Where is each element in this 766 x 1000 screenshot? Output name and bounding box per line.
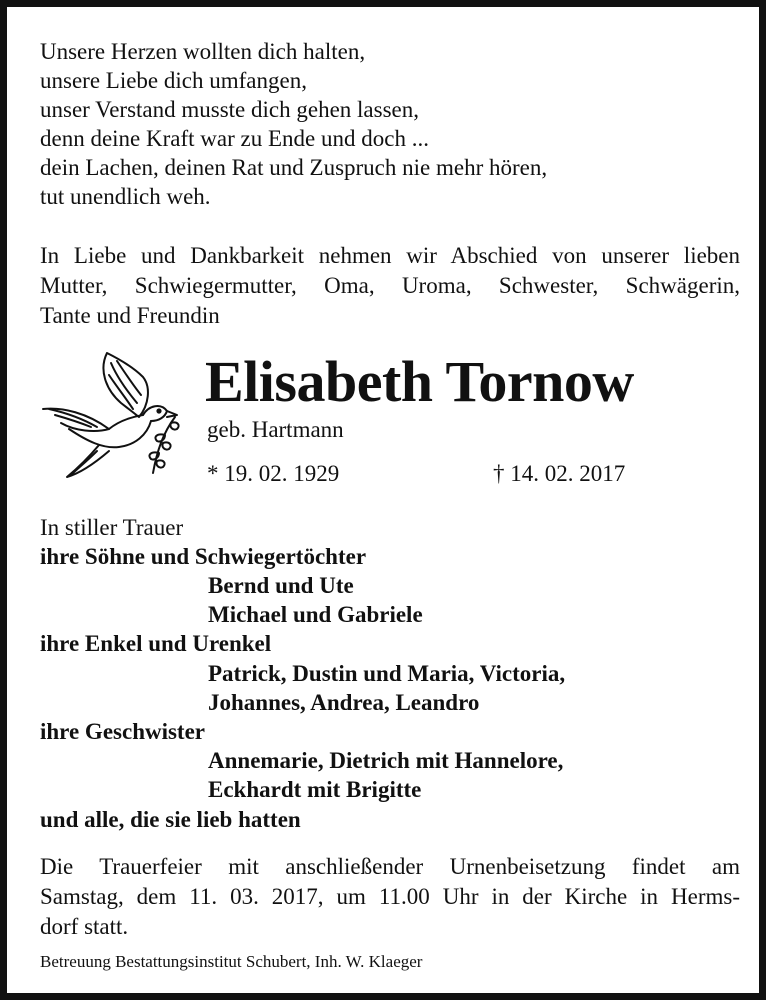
mourner-group-label: ihre Geschwister bbox=[40, 719, 206, 744]
funeral-line: Samstag, dem 11. 03. 2017, um 11.00 Uhr in der Kirche in Herms- bbox=[40, 884, 740, 909]
mourners-closing: und alle, die sie lieb hatten bbox=[40, 807, 301, 832]
mourner-names: Patrick, Dustin und Maria, Victoria, bbox=[208, 661, 566, 686]
poem-line: unser Verstand musste dich gehen lassen, bbox=[40, 97, 419, 122]
poem-line: Unsere Herzen wollten dich halten, bbox=[40, 39, 366, 64]
poem-line: unsere Liebe dich umfangen, bbox=[40, 68, 307, 93]
deceased-name: Elisabeth Tornow bbox=[205, 349, 634, 414]
funeral-line: Die Trauerfeier mit anschließender Urnenbeisetzung findet am bbox=[40, 854, 740, 879]
mourner-group-label: ihre Enkel und Urenkel bbox=[40, 631, 272, 656]
mourner-group-label: ihre Söhne und Schwiegertöchter bbox=[40, 544, 367, 569]
birth-date: * 19. 02. 1929 bbox=[207, 461, 340, 486]
mourner-names: Johannes, Andrea, Leandro bbox=[208, 690, 480, 715]
intro-line: Tante und Freundin bbox=[40, 303, 220, 328]
mourner-names: Eckhardt mit Brigitte bbox=[208, 777, 422, 802]
mourners-heading: In stiller Trauer bbox=[40, 515, 184, 540]
poem-line: denn deine Kraft war zu Ende und doch ... bbox=[40, 126, 429, 151]
maiden-name: geb. Hartmann bbox=[207, 417, 344, 442]
mourner-names: Bernd und Ute bbox=[208, 573, 354, 598]
mourner-names: Annemarie, Dietrich mit Hannelore, bbox=[208, 748, 564, 773]
intro-line: Mutter, Schwiegermutter, Oma, Uroma, Schwester, Schwägerin, bbox=[40, 273, 740, 298]
poem-line: tut unendlich weh. bbox=[40, 184, 211, 209]
dove-with-olive-branch-icon bbox=[39, 347, 189, 482]
intro-line: In Liebe und Dankbarkeit nehmen wir Abschied von unserer lieben bbox=[40, 243, 740, 268]
undertaker-credit: Betreuung Bestattungsinstitut Schubert, Inh. W. Klaeger bbox=[40, 952, 423, 971]
poem-line: dein Lachen, deinen Rat und Zuspruch nie mehr hören, bbox=[40, 155, 548, 180]
death-date: † 14. 02. 2017 bbox=[493, 461, 626, 486]
mourner-names: Michael und Gabriele bbox=[208, 602, 423, 627]
funeral-line: dorf statt. bbox=[40, 914, 129, 939]
